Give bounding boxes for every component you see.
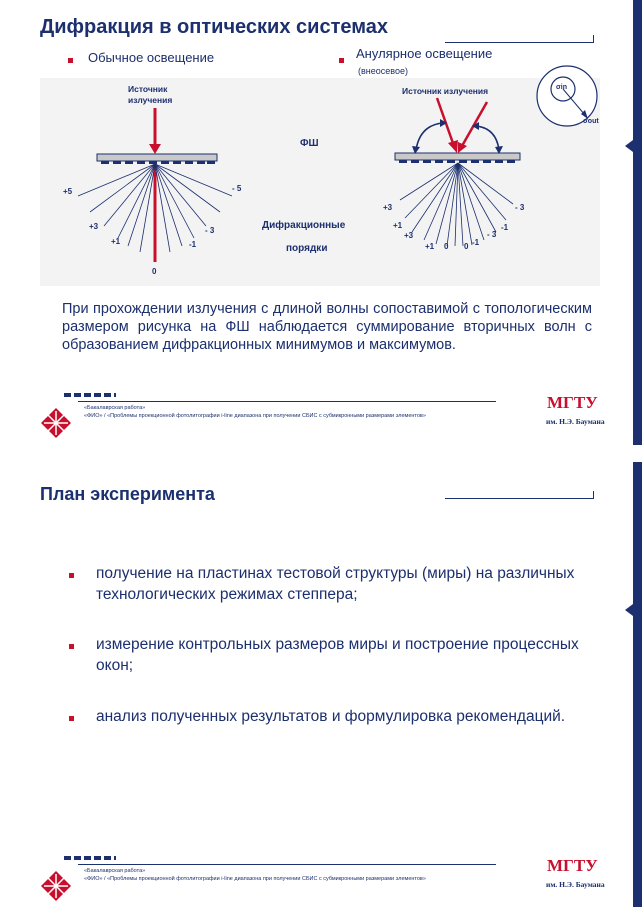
orders-label: Дифракционные: [262, 220, 346, 231]
right-order-label: -1: [472, 238, 480, 247]
mgtu-logo-text: МГТУ: [547, 393, 598, 412]
left-order-label: +1: [111, 237, 121, 246]
bullet-marker: [69, 644, 74, 649]
right-subheading: (внеосевое): [358, 66, 408, 76]
right-order-label: - 3: [515, 203, 525, 212]
mask-label: ФШ: [300, 138, 319, 149]
orders-label-2: порядки: [286, 243, 328, 254]
footer: [40, 856, 610, 906]
right-order-label: +3: [404, 231, 414, 240]
footer: [40, 393, 610, 443]
sigma-out-label: σout: [583, 118, 599, 125]
footer-work-type: «Бакалаврская работа»: [84, 405, 146, 411]
right-order-label: -1: [501, 223, 509, 232]
mgtu-subtitle: им. Н.Э. Баумана: [546, 880, 605, 889]
title-underline: [445, 498, 593, 499]
plan-item: получение на пластинах тестовой структуры (миры) на различных технологических режимах степпера;: [96, 565, 575, 603]
slide-diffraction: [0, 0, 642, 445]
right-order-label: - 3: [487, 230, 497, 239]
footer-work-type: «Бакалаврская работа»: [84, 868, 146, 874]
left-order-label: -1: [189, 240, 197, 249]
footer-line: [78, 401, 496, 402]
curved-arrow-right: [476, 126, 499, 150]
left-photomask: [97, 154, 217, 161]
right-edge-bar: [633, 462, 642, 907]
plan-item: анализ полученных результатов и формулировка рекомендаций.: [96, 708, 566, 725]
explanation-paragraph: При прохождении излучения с длиной волны сопоставимой с топологическим размером рисунка на ФШ наблюдается суммирование вторичных волн с образованием дифракционных минимумов и максимумов.: [62, 301, 592, 353]
bullet-marker: [69, 716, 74, 721]
left-order-label: +5: [63, 187, 73, 196]
slide-separator: [0, 445, 642, 462]
slide-title: Дифракция в оптических системах: [40, 16, 388, 38]
sigma-in-label: σin: [556, 84, 568, 91]
right-edge-notch: [625, 604, 633, 616]
slide-title: План эксперимента: [40, 484, 215, 504]
left-order-label: - 3: [205, 226, 215, 235]
left-order-label: 0: [152, 267, 157, 276]
footer-work-title: «ФИО» / «Проблемы проекционной фотолитографии i-line диапазона при получении СБИС с субмикронными размерами элементов»: [84, 413, 426, 419]
mgtu-subtitle: им. Н.Э. Баумана: [546, 417, 605, 426]
right-heading: Анулярное освещение: [356, 46, 493, 61]
plan-item: измерение контрольных размеров миры и построение процессных окон;: [96, 636, 579, 674]
right-order-label: +1: [425, 242, 435, 251]
bullet-marker: [69, 573, 74, 578]
right-incident-ray-left: [437, 98, 454, 146]
slide-experiment-plan: [0, 462, 642, 907]
right-photomask: [395, 153, 520, 160]
left-order-label: - 5: [232, 184, 242, 193]
right-incident-ray-right: [462, 102, 487, 146]
footer-work-title: «ФИО» / «Проблемы проекционной фотолитографии i-line диапазона при получении СБИС с субмикронными размерами элементов»: [84, 876, 426, 882]
curved-arrow-left: [416, 123, 443, 150]
right-order-label: 0: [464, 242, 469, 251]
footer-dots: [64, 856, 116, 860]
right-order-label: +1: [393, 221, 403, 230]
left-order-label: +3: [89, 222, 99, 231]
footer-dots: [64, 393, 116, 397]
right-source-label: Источник излучения: [402, 86, 489, 96]
right-order-label: 0: [444, 242, 449, 251]
footer-line: [78, 864, 496, 865]
left-heading: Обычное освещение: [88, 50, 215, 65]
right-order-label: +3: [383, 203, 393, 212]
title-tick: [593, 491, 594, 499]
mgtu-logo-text: МГТУ: [547, 856, 598, 875]
bmstu-emblem-icon: [40, 870, 72, 902]
left-source-label-2: излучения: [128, 95, 173, 105]
left-incident-arrowhead: [149, 144, 161, 154]
bmstu-emblem-icon: [40, 407, 72, 439]
left-source-label: Источник: [128, 84, 168, 94]
